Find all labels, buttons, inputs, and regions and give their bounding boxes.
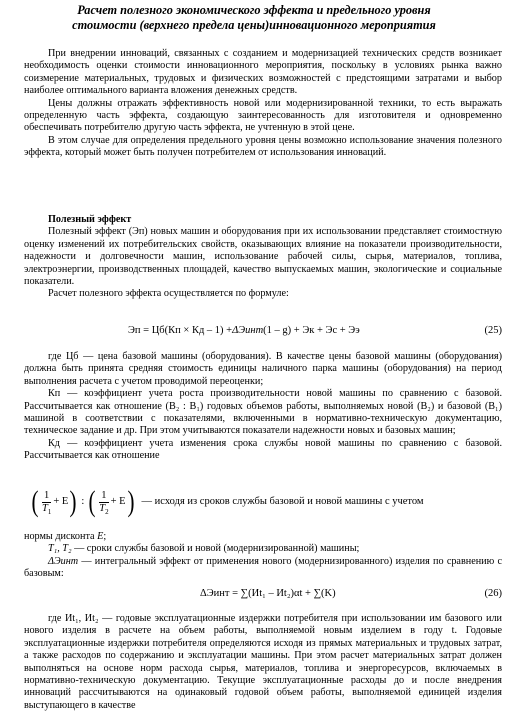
formula-26-body: ΔЭинт = ∑(Иt₁ – Иt₂)αt + ∑(K)	[200, 588, 336, 599]
useful-effect-section	[24, 214, 502, 301]
kd-tail-text: — исходя из сроков службы базовой и новой машины с учетом	[141, 495, 424, 507]
section-paragraph-1: Полезный эффект (Эп) новых машин и оборудования при их использовании представляет стоимостную оценку изменений их потребительских свойств, оказывающих влияние на показатели производительности, надежности и долговечности машин, использование рабочей силы, сырья, материалов, топлива, электроэнергии, производственных площадей, качество выпускаемых машин, экологические и социальные показатели.	[24, 226, 502, 288]
intro-block	[24, 48, 502, 160]
formula-25	[128, 325, 502, 337]
formula-26-number: (26)	[484, 588, 502, 599]
definition-kd: Кд — коэффициент учета изменения срока службы новой машины по сравнению с базовой. Рассчитывается как отношение	[24, 437, 502, 462]
fraction-1-over-T2: $\frac{1}{T_2}$	[99, 489, 109, 516]
fraction-1-over-T1: $\frac{1}{T_1}$	[42, 489, 52, 516]
definition-kp: Кп — коэффициент учета роста производительности новой машины по сравнению с базовой. Рассчитывается как отношение (В₂ : В₁) годовых объемов работы, выполняемых новой (В₂) и базовой (В₁) машиной в соответствии с показателями, включенными в нормативно-техническую документацию, техническое задание и др. При этом учитываются показатели надежности новых и базовых машин;	[24, 388, 502, 437]
section-heading: Полезный эффект	[48, 214, 132, 225]
formula-25-number: (25)	[484, 325, 502, 336]
formula-25-delta: ΔЭинт	[232, 325, 264, 336]
definitions-block	[24, 351, 502, 463]
title-line-2: стоимости (верхнего предела цены)инновационного мероприятия	[72, 17, 436, 32]
formula-25-right: (1 – g) + Эк + Эс + Ээ	[263, 325, 360, 336]
intro-paragraph-3: В этом случае для определения предельного уровня цены возможно использование значения полезного эффекта, который может быть получен потребителем от использования инноваций.	[24, 134, 502, 159]
title-line-1: Расчет полезного экономического эффекта и предельного уровня	[77, 3, 431, 17]
definitions-block-2	[24, 531, 502, 581]
closing-paragraph: где Иt₁, Иt₂ — годовые эксплуатационные издержки потребителя при использовании им базового или нового изделия в расчете на объем работы, выполняемой новым изделием в году t. Годовые эксплуатационные издержки потребителя определяются исходя из прямых материальных и трудовых затрат, а также расходов по содержанию и эксплуатации машины. При этом расчет материальных затрат должен выполняться на основе норм расхода сырья, материалов, топлива и энергоресурсов, включаемых в нормативно-техническую документацию. Текущие эксплуатационные расходы до и после внедрения инноваций рассчитываются на одинаковый годовой объем работы, выполняемой единицей изделия выступающего в качестве	[24, 613, 502, 711]
section-paragraph-2: Расчет полезного эффекта осуществляется по формуле:	[48, 288, 289, 300]
definition-delta-eint: ΔЭинт — интегральный эффект от применения нового (модернизированного) изделия по сравнению с базовым:	[24, 555, 502, 580]
duration-ratio-formula	[30, 487, 505, 517]
ratio-expression: ( $\frac{1}{T_1}$ + E ) : ( $\frac{1}{T_2}$ + E )	[31, 485, 135, 518]
definition-cb: где Цб — цена базовой машины (оборудования). В качестве цены базовой машины (оборудования) должна быть принята средняя стоимость единицы наличного парка машины (оборудования) на период выполнения расчета с учетом проводимой переоценки;	[24, 351, 502, 387]
intro-paragraph-2: Цены должны отражать эффективность новой или модернизированной техники, то есть выражать определенную часть эффекта, создающую заинтересованность для изготовителя и одновременно обеспечивать потребителю другую часть эффекта, не учтенную в этой цене.	[24, 97, 502, 134]
closing-block	[24, 613, 502, 712]
discount-norm-line: нормы дисконта E;	[24, 531, 107, 542]
definition-t: T₁, T₂ — сроки службы базовой и новой (модернизированной) машины;	[48, 543, 360, 555]
document-title	[4, 3, 504, 33]
formula-26	[200, 588, 502, 600]
intro-paragraph-1: При внедрении инноваций, связанных с созданием и модернизацией технических средств возникает необходимость оценки стоимости инновационного мероприятия, поскольку в условиях рынка важно соизмерение материальных, трудовых и физических возможностей с предстоящими затратами и выбор наиболее оптимального варианта вложения денежных средств.	[24, 48, 502, 97]
formula-25-left: Эп = Цб(Кп × Кд – 1) +	[128, 325, 233, 336]
